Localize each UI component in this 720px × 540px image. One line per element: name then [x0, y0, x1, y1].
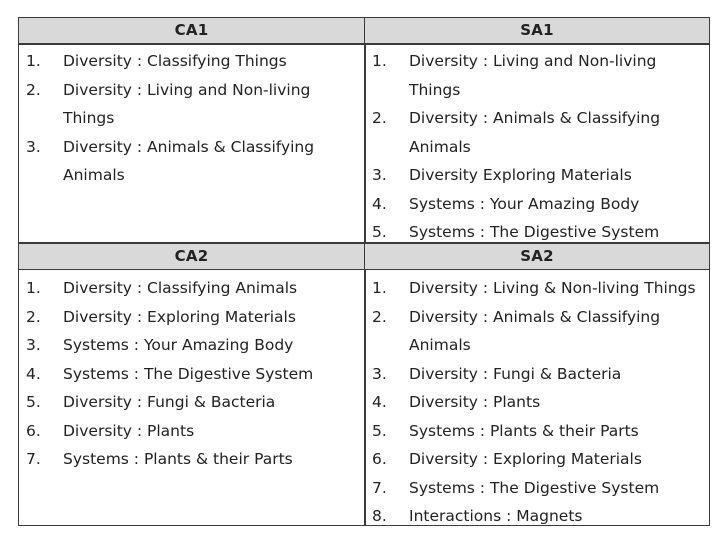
list-item-text: Systems : Plants & their Parts	[63, 450, 293, 468]
list-item-text: Diversity : Classifying Animals	[63, 279, 298, 297]
list-item-text: Systems : Your Amazing Body	[409, 194, 640, 213]
list-item	[365, 161, 675, 190]
list-item-text: Systems : The Digestive System	[63, 364, 314, 383]
list-item	[19, 360, 329, 389]
list-item-text: Diversity Exploring Materials	[409, 166, 632, 184]
list-item-number: 6.	[372, 450, 387, 468]
list-item-text: Diversity : Plants	[63, 421, 195, 440]
list-item-text: Diversity : Animals & Classifying Animals	[63, 137, 315, 184]
ca2-header: CA2	[19, 244, 364, 269]
list-item	[19, 417, 329, 446]
list-item-text: Interactions : Magnets	[409, 507, 583, 525]
sa2-topic-list	[365, 274, 705, 531]
list-item-number: 1.	[372, 279, 387, 297]
list-item-number: 3.	[372, 364, 387, 383]
list-item-text: Diversity : Animals & Classifying Animals	[409, 307, 661, 354]
ca1-topic-list	[19, 47, 329, 190]
list-item-number: 2.	[26, 80, 41, 99]
header-divider-top	[19, 43, 709, 45]
list-item-number: 4.	[372, 393, 387, 411]
list-item-number: 2.	[372, 109, 387, 127]
list-item-text: Diversity : Exploring Materials	[63, 307, 296, 326]
list-item	[365, 47, 675, 104]
list-item	[19, 303, 329, 332]
list-item-number: 5.	[372, 421, 387, 440]
list-item	[365, 190, 675, 219]
list-item-number: 2.	[372, 307, 387, 326]
list-item-number: 6.	[26, 421, 41, 440]
sa1-header: SA1	[365, 18, 709, 43]
list-item	[365, 303, 705, 360]
list-item-number: 4.	[372, 194, 387, 213]
list-item	[365, 274, 705, 303]
list-item-number: 5.	[372, 223, 387, 241]
list-item-text: Systems : The Digestive System	[409, 223, 660, 241]
list-item-text: Diversity : Living & Non-living Things	[409, 279, 696, 297]
list-item-number: 4.	[26, 364, 41, 383]
list-item-text: Diversity : Classifying Things	[63, 52, 287, 70]
ca2-topic-list	[19, 274, 329, 474]
list-item	[365, 104, 675, 161]
list-item	[19, 274, 329, 303]
list-item-text: Diversity : Plants	[409, 393, 541, 411]
list-item-number: 3.	[26, 137, 41, 156]
list-item	[19, 331, 329, 360]
syllabus-table	[18, 17, 710, 526]
ca1-header: CA1	[19, 18, 364, 43]
list-item-number: 8.	[372, 507, 387, 525]
list-item-number: 2.	[26, 307, 41, 326]
list-item	[19, 76, 329, 133]
list-item	[365, 502, 705, 531]
list-item-text: Diversity : Fungi & Bacteria	[409, 364, 622, 383]
list-item-text: Diversity : Fungi & Bacteria	[63, 393, 276, 411]
list-item-text: Diversity : Living and Non-living Things	[409, 52, 657, 99]
list-item-number: 5.	[26, 393, 41, 411]
list-item-text: Diversity : Exploring Materials	[409, 450, 642, 468]
sa2-header: SA2	[365, 244, 709, 269]
list-item-text: Systems : Your Amazing Body	[63, 336, 294, 354]
list-item	[365, 474, 705, 503]
list-item-text: Diversity : Animals & Classifying Animals	[409, 109, 661, 156]
list-item-number: 1.	[26, 279, 41, 297]
list-item-text: Diversity : Living and Non-living Things	[63, 80, 311, 127]
list-item	[365, 360, 705, 389]
list-item	[365, 388, 705, 417]
list-item-number: 3.	[26, 336, 41, 354]
list-item	[19, 388, 329, 417]
list-item-number: 7.	[26, 450, 41, 468]
list-item	[19, 47, 329, 76]
list-item	[19, 445, 329, 474]
list-item-number: 7.	[372, 478, 387, 497]
sa1-topic-list	[365, 47, 675, 247]
list-item	[19, 133, 329, 190]
list-item-text: Systems : The Digestive System	[409, 478, 660, 497]
list-item	[365, 417, 705, 446]
list-item-text: Systems : Plants & their Parts	[409, 421, 639, 440]
list-item-number: 3.	[372, 166, 387, 184]
list-item-number: 1.	[26, 52, 41, 70]
list-item	[365, 218, 675, 247]
list-item	[365, 445, 705, 474]
list-item-number: 1.	[372, 52, 387, 70]
